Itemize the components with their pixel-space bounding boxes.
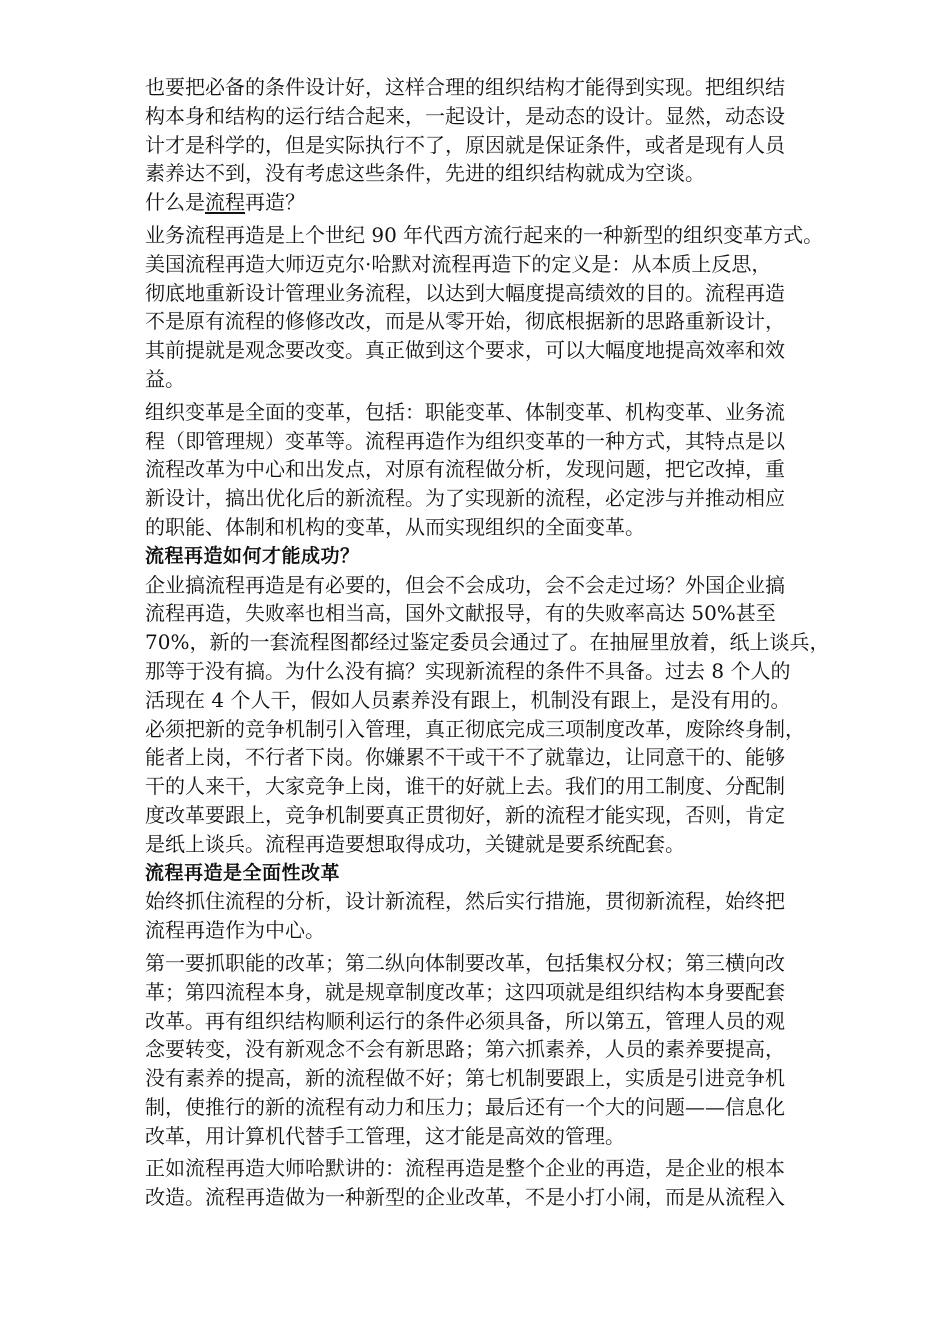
question-line	[145, 188, 890, 217]
focus-paragraph: 始终抓住流程的分析，设计新流程，然后实行措施，贯彻新流程，始终把 流程再造作为中心。	[145, 889, 785, 943]
heading-comprehensive: 流程再造是全面性改革	[145, 861, 341, 884]
intro-paragraph: 也要把必备的条件设计好，这样合理的组织结构才能得到实现。把组织结 构本身和结构的运行结合起来，一起设计，是动态的设计。显然，动态设 计才是科学的，但是实际执行不了，原因就是保证条件，或者是现有人员 素养达不到，没有考虑这些条件，先进的组织结构就成为空谈。	[145, 75, 785, 186]
org-change-paragraph: 组织变革是全面的变革，包括：职能变革、体制变革、机构变革、业务流 程（即管理规）变革等。流程再造作为组织变革的一种方式，其特点是以 流程改革为中心和出发点，对原有流程做分析，发现问题，把它改掉，重 新设计，搞出优化后的新流程。为了实现新的流程，必定涉与并推动相应 的职能、体制和机构的变革，从而实现组织的全面变革。	[145, 399, 785, 539]
process-link[interactable]: 流程	[205, 190, 245, 215]
hammer-paragraph: 正如流程再造大师哈默讲的：流程再造是整个企业的再造，是企业的根本 改造。流程再造做为一种新型的企业改革，不是小打小闹，而是从流程入	[145, 1156, 785, 1210]
question-suffix: 再造？	[245, 190, 305, 215]
document-page	[145, 73, 890, 1212]
steps-paragraph: 第一要抓职能的改革；第二纵向体制要改革，包括集权分权；第三横向改 革；第四流程本身，就是规章制度改革；这四项就是组织结构本身要配套 改革。再有组织结构顺利运行的条件必须具备，所以第五，管理人员的观 念要转变，没有新观念不会有新思路；第六抓素养，人员的素养要提高， 没有素养的提高，新的流程做不好；第七机制要跟上，实质是引进竞争机 制，使推行的新的流程有动力和压力；最后还有一个大的问题——信息化 改革，用计算机代替手工管理，这才能是高效的管理。	[145, 950, 785, 1148]
success-paragraph: 企业搞流程再造是有必要的，但会不会成功，会不会走过场？外国企业搞 流程再造，失败率也相当高，国外文献报导，有的失败率高达 50%甚至 70%，新的一套流程图都经过鉴定委员会通过了。在抽屉里放着，纸上谈兵， 那等于没有搞。为什么没有搞？实现新流程的条件不具备。过去 8 个人的 活现在 4 个人干，假如人员素养没有跟上，机制没有跟上，是没有用的。 必须把新的竞争机制引入管理，真正彻底完成三项制度改革，废除终身制， 能者上岗，不行者下岗。你嫌累不干或干不了就靠边，让同意干的、能够 干的人来干，大家竞争上岗，谁干的好就上去。我们的用工制度、分配制 度改革要跟上，竞争机制要真正贯彻好，新的流程才能实现，否则，肯定 是纸上谈兵。流程再造要想取得成功，关键就是要系统配套。	[145, 572, 830, 856]
heading-success: 流程再造如何才能成功？	[145, 544, 360, 567]
definition-paragraph: 业务流程再造是上个世纪 90 年代西方流行起来的一种新型的组织变革方式。 美国流程再造大师迈克尔·哈默对流程再造下的定义是：从本质上反思， 彻底地重新设计管理业务流程，以达到大幅度提高绩效的目的。流程再造 不是原有流程的修修改改，而是从零开始，彻底根据新的思路重新设计， 其前提就是观念要改变。真正做到这个要求，可以大幅度地提高效率和效 益。	[145, 222, 824, 391]
question-prefix: 什么是	[145, 190, 205, 215]
